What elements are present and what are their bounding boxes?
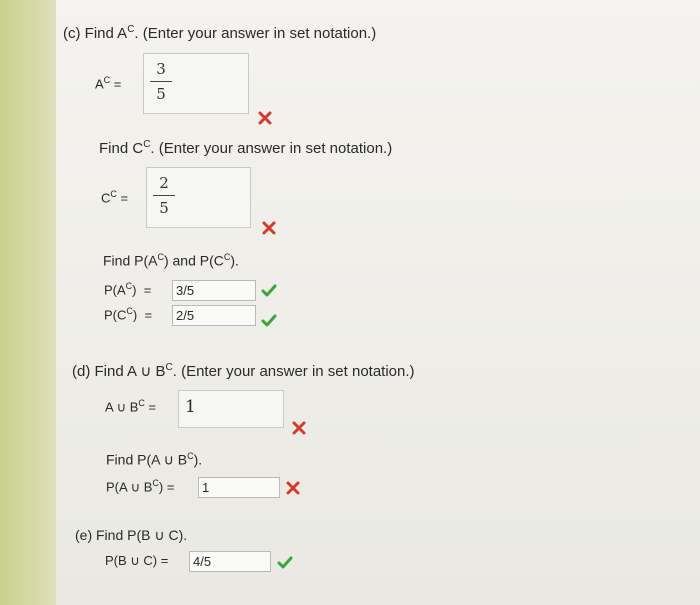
p-a-union-bc-input[interactable]: 1 (198, 477, 280, 498)
cc-fraction (149, 174, 179, 217)
cc-denominator: 5 (159, 199, 169, 217)
ac-fraction (146, 60, 176, 103)
check-mark-icon (277, 556, 293, 570)
set-a-union-bc-value: 1 (185, 397, 196, 417)
x-mark-icon (292, 421, 306, 435)
set-a-union-bc-answer-box[interactable] (178, 390, 284, 428)
left-margin-strip (0, 0, 56, 605)
ac-label: $A^C$ = (95, 75, 122, 92)
cc-answer-box[interactable] (146, 167, 251, 228)
check-mark-icon (261, 284, 277, 298)
pac-label: $P(A^C)$ = (104, 281, 152, 298)
cc-numerator: 2 (159, 174, 169, 192)
x-mark-icon (286, 481, 300, 495)
p-b-union-c-label: P(B ∪ C) = (105, 553, 169, 568)
x-mark-icon (262, 221, 276, 235)
cc-label: $C^C$ = (101, 189, 129, 206)
ac-numerator: 3 (156, 60, 166, 78)
pcc-input[interactable]: 2/5 (172, 305, 256, 326)
part-d-prompt: (d) Find A ∪ $B^C$. (Enter your answer in set notation.) (72, 362, 415, 380)
p-b-union-c-input[interactable]: 4/5 (189, 551, 271, 572)
part-c-prompt-a: (c) Find $A^C$. (Enter your answer in set notation.) (63, 24, 377, 42)
p-a-union-bc-label: P(A ∪ $B^C$) = (106, 478, 175, 495)
x-mark-icon (258, 111, 272, 125)
part-d-prompt-p: Find P(A ∪ $B^C$). (106, 451, 203, 468)
ac-denominator: 5 (156, 85, 166, 103)
check-mark-icon (261, 314, 277, 328)
part-e-prompt: (e) Find P(B ∪ C). (75, 527, 188, 543)
pac-input[interactable]: 3/5 (172, 280, 256, 301)
part-c-prompt-p: Find $P(A^C)$ and $P(C^C)$. (103, 252, 239, 269)
part-c-prompt-c: Find $C^C$. (Enter your answer in set notation.) (99, 139, 393, 157)
set-a-union-bc-label: A ∪ $B^C$ = (105, 398, 157, 415)
pcc-label: $P(C^C)$ = (104, 306, 153, 323)
ac-answer-box[interactable] (143, 53, 249, 114)
